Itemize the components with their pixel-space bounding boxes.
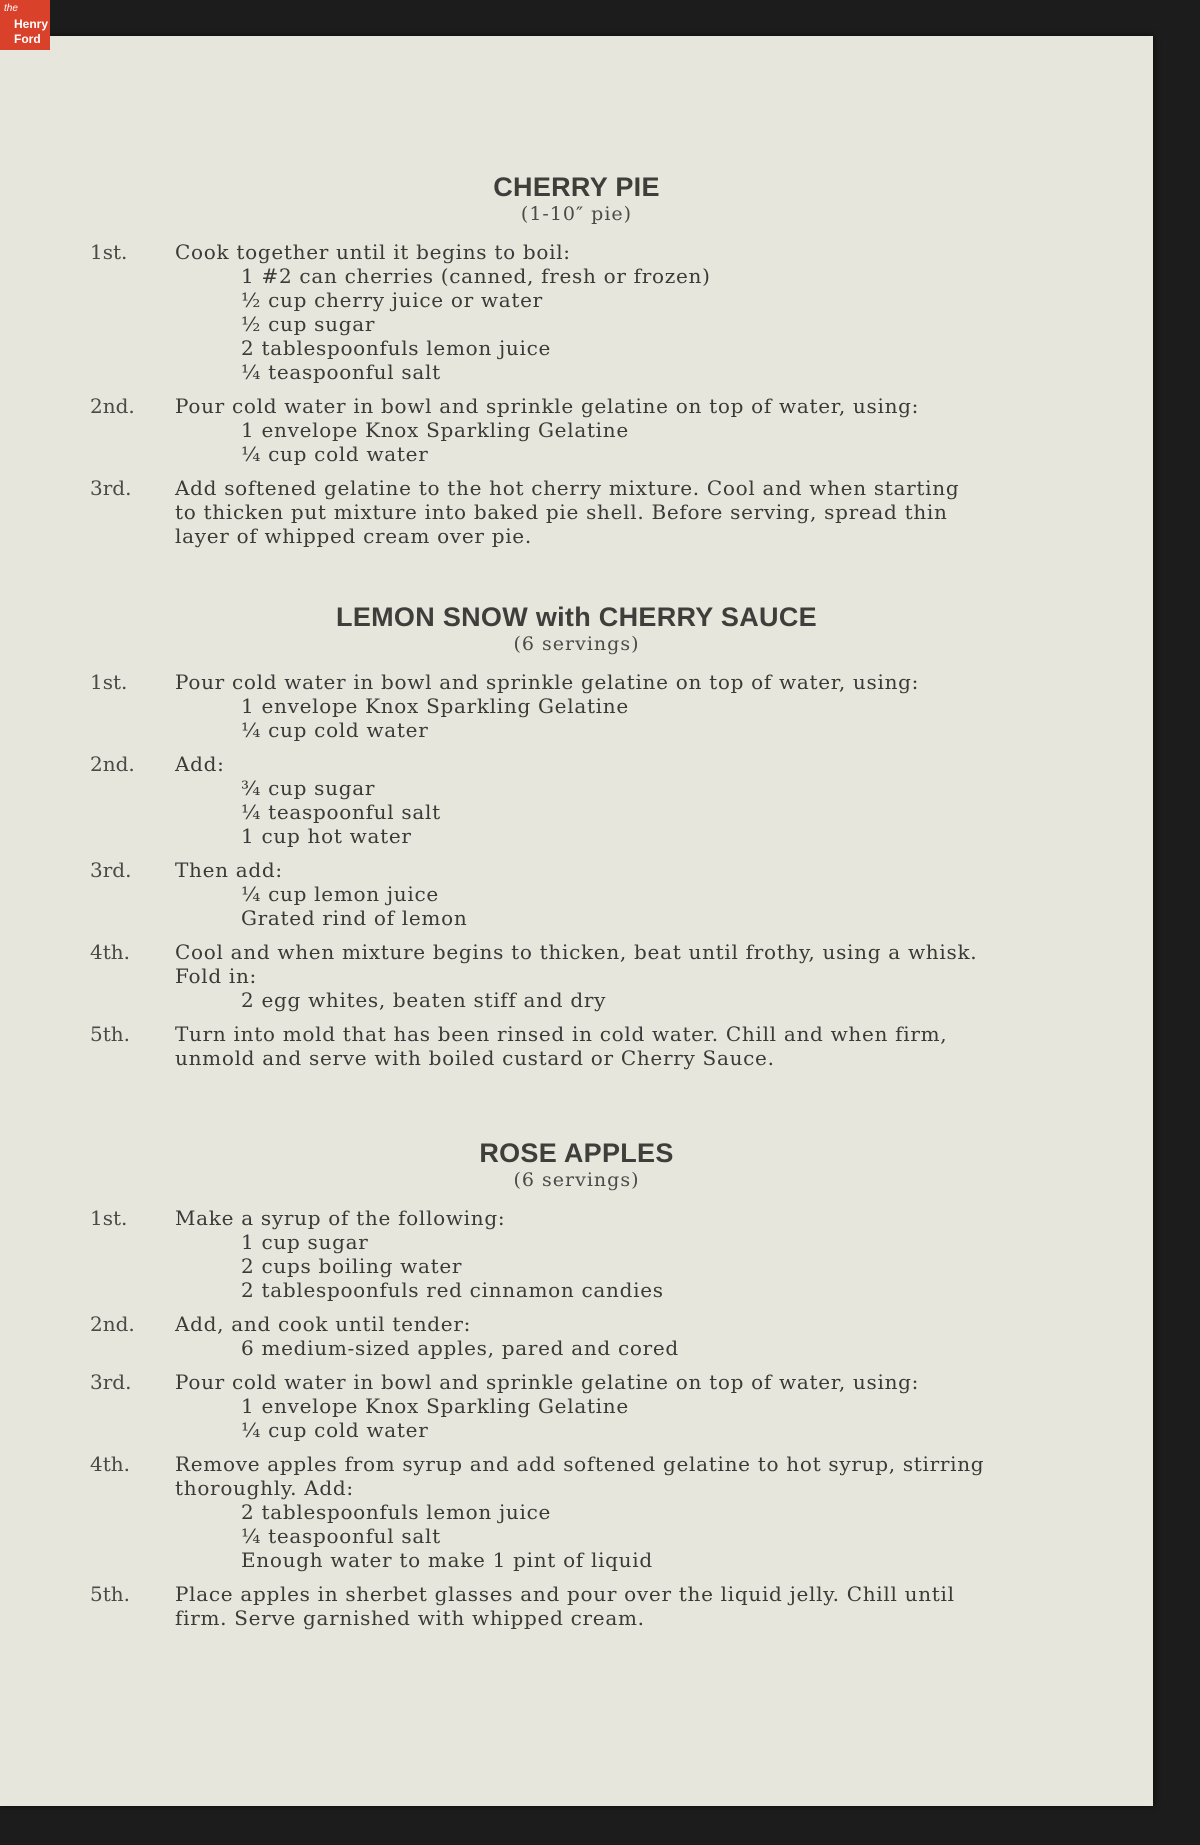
ingredient-line: ¾ cup sugar — [241, 776, 376, 800]
recipe-step — [0, 670, 1153, 742]
ingredient-line: Grated rind of lemon — [241, 906, 468, 930]
recipe-steps — [0, 240, 1153, 548]
step-instruction: Pour cold water in bowl and sprinkle gelatine on top of water, using: — [175, 1370, 920, 1394]
ingredient-line: 2 tablespoonfuls lemon juice — [241, 1500, 552, 1524]
step-number: 2nd. — [90, 752, 135, 776]
recipe-yield: (1-10″ pie) — [520, 203, 633, 225]
step-instruction: Add: — [175, 752, 225, 776]
step-instruction: thoroughly. Add: — [175, 1476, 354, 1500]
recipe-step — [0, 394, 1153, 466]
step-instruction: Turn into mold that has been rinsed in cold water. Chill and when firm, — [175, 1022, 948, 1046]
recipe-yield: (6 servings) — [513, 1169, 640, 1191]
step-instruction: Pour cold water in bowl and sprinkle gelatine on top of water, using: — [175, 670, 920, 694]
step-number: 1st. — [90, 1206, 128, 1230]
step-instruction: to thicken put mixture into baked pie shell. Before serving, spread thin — [175, 500, 948, 524]
step-body — [175, 1312, 1095, 1360]
ingredient-line: 1 envelope Knox Sparkling Gelatine — [241, 418, 629, 442]
recipe-step — [0, 1206, 1153, 1302]
ingredient-line: ¼ teaspoonful salt — [241, 360, 441, 384]
step-body — [175, 1022, 1095, 1070]
step-instruction: Add softened gelatine to the hot cherry mixture. Cool and when starting — [175, 476, 960, 500]
ingredient-line: 1 cup hot water — [241, 824, 412, 848]
recipe-title: LEMON SNOW with CHERRY SAUCE — [336, 602, 817, 632]
step-number: 4th. — [90, 940, 130, 964]
recipe-step — [0, 1022, 1153, 1070]
recipe-step — [0, 940, 1153, 1012]
step-body — [175, 1370, 1095, 1442]
recipe-yield: (6 servings) — [513, 633, 640, 655]
step-instruction: Remove apples from syrup and add softened gelatine to hot syrup, stirring — [175, 1452, 985, 1476]
logo-text-the: the — [4, 3, 18, 14]
step-instruction: Pour cold water in bowl and sprinkle gelatine on top of water, using: — [175, 394, 920, 418]
step-instruction: firm. Serve garnished with whipped cream. — [175, 1606, 645, 1630]
logo-text-henry: Henry — [14, 17, 49, 31]
ingredient-line: ¼ cup cold water — [241, 1418, 429, 1442]
ingredient-line: 1 cup sugar — [241, 1230, 369, 1254]
step-number: 2nd. — [90, 1312, 135, 1336]
recipe-step — [0, 1452, 1153, 1572]
step-instruction: Cool and when mixture begins to thicken, beat until frothy, using a whisk. — [175, 940, 978, 964]
step-number: 5th. — [90, 1582, 130, 1606]
recipe-lemon-snow — [0, 602, 1153, 1080]
step-instruction: unmold and serve with boiled custard or Cherry Sauce. — [175, 1046, 775, 1070]
recipe-step — [0, 858, 1153, 930]
step-number: 3rd. — [90, 858, 132, 882]
ingredient-line: Enough water to make 1 pint of liquid — [241, 1548, 653, 1572]
step-body — [175, 476, 1095, 548]
recipe-cherry-pie — [0, 172, 1153, 558]
recipe-step — [0, 1370, 1153, 1442]
step-instruction: layer of whipped cream over pie. — [175, 524, 532, 548]
recipe-step — [0, 1312, 1153, 1360]
step-number: 5th. — [90, 1022, 130, 1046]
ingredient-line: ½ cup cherry juice or water — [241, 288, 543, 312]
recipe-step — [0, 752, 1153, 848]
step-body — [175, 240, 1095, 384]
step-number: 1st. — [90, 240, 128, 264]
step-body — [175, 858, 1095, 930]
step-number: 3rd. — [90, 476, 132, 500]
recipe-steps — [0, 670, 1153, 1070]
recipe-title: CHERRY PIE — [493, 172, 660, 202]
step-body — [175, 1206, 1095, 1302]
step-body — [175, 1582, 1095, 1630]
recipe-page — [0, 36, 1153, 1806]
ingredient-line: 2 tablespoonfuls lemon juice — [241, 336, 552, 360]
recipe-step — [0, 476, 1153, 548]
ingredient-line: 2 tablespoonfuls red cinnamon candies — [241, 1278, 664, 1302]
step-body — [175, 394, 1095, 466]
recipe-steps — [0, 1206, 1153, 1630]
ingredient-line: 1 envelope Knox Sparkling Gelatine — [241, 1394, 629, 1418]
step-instruction: Add, and cook until tender: — [175, 1312, 472, 1336]
step-number: 3rd. — [90, 1370, 132, 1394]
ingredient-line: ¼ teaspoonful salt — [241, 800, 441, 824]
step-instruction: Place apples in sherbet glasses and pour over the liquid jelly. Chill until — [175, 1582, 955, 1606]
step-instruction: Then add: — [175, 858, 283, 882]
step-number: 1st. — [90, 670, 128, 694]
ingredient-line: 2 egg whites, beaten stiff and dry — [241, 988, 607, 1012]
ingredient-line: ¼ cup cold water — [241, 442, 429, 466]
ingredient-line: ¼ cup cold water — [241, 718, 429, 742]
ingredient-line: ¼ teaspoonful salt — [241, 1524, 441, 1548]
the-henry-ford-logo — [0, 0, 50, 50]
step-instruction: Make a syrup of the following: — [175, 1206, 506, 1230]
step-body — [175, 670, 1095, 742]
step-body — [175, 752, 1095, 848]
recipe-rose-apples — [0, 1138, 1153, 1640]
step-body — [175, 1452, 1095, 1572]
ingredient-line: 1 envelope Knox Sparkling Gelatine — [241, 694, 629, 718]
recipe-step — [0, 1582, 1153, 1630]
step-number: 2nd. — [90, 394, 135, 418]
step-number: 4th. — [90, 1452, 130, 1476]
logo-text-ford: Ford — [14, 32, 41, 46]
recipe-step — [0, 240, 1153, 384]
ingredient-line: 6 medium-sized apples, pared and cored — [241, 1336, 679, 1360]
ingredient-line: ½ cup sugar — [241, 312, 376, 336]
step-instruction: Fold in: — [175, 964, 257, 988]
step-body — [175, 940, 1095, 1012]
ingredient-line: ¼ cup lemon juice — [241, 882, 439, 906]
step-instruction: Cook together until it begins to boil: — [175, 240, 571, 264]
recipe-title: ROSE APPLES — [479, 1138, 674, 1168]
ingredient-line: 1 #2 can cherries (canned, fresh or frozen) — [241, 264, 711, 288]
ingredient-line: 2 cups boiling water — [241, 1254, 463, 1278]
